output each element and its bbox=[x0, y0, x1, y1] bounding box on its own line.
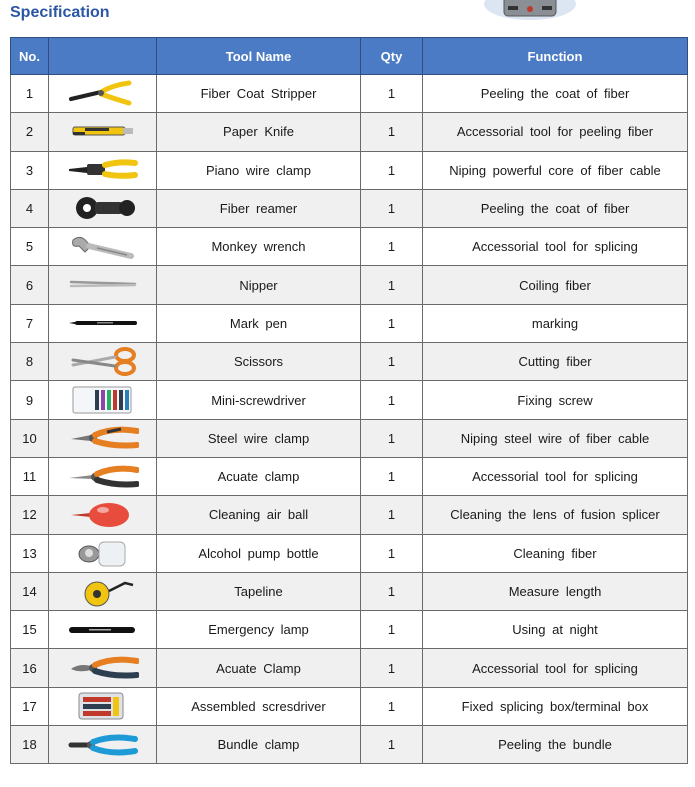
alcohol-bottle-icon bbox=[67, 538, 139, 568]
tool-function: Cleaning the lens of fusion splicer bbox=[423, 496, 688, 534]
tool-name: Emergency lamp bbox=[157, 611, 361, 649]
tool-image-cell bbox=[49, 687, 157, 725]
row-number: 10 bbox=[11, 419, 49, 457]
row-number: 13 bbox=[11, 534, 49, 572]
tool-function: Using at night bbox=[423, 611, 688, 649]
table-row bbox=[11, 572, 688, 610]
tool-qty: 1 bbox=[361, 343, 423, 381]
tool-function: Accessorial tool for splicing bbox=[423, 228, 688, 266]
row-number: 5 bbox=[11, 228, 49, 266]
tool-image-cell bbox=[49, 381, 157, 419]
tool-function: Cleaning fiber bbox=[423, 534, 688, 572]
diagonal-pliers-icon bbox=[67, 653, 139, 683]
row-number: 12 bbox=[11, 496, 49, 534]
tool-function: Measure length bbox=[423, 572, 688, 610]
header-qty: Qty bbox=[361, 38, 423, 75]
tool-function: Niping powerful core of fiber cable bbox=[423, 151, 688, 189]
tool-image-cell bbox=[49, 419, 157, 457]
tool-image-cell bbox=[49, 611, 157, 649]
row-number: 6 bbox=[11, 266, 49, 304]
table-row bbox=[11, 75, 688, 113]
table-row bbox=[11, 649, 688, 687]
table-row bbox=[11, 113, 688, 151]
table-row bbox=[11, 228, 688, 266]
tool-name: Monkey wrench bbox=[157, 228, 361, 266]
tool-qty: 1 bbox=[361, 687, 423, 725]
tool-name: Fiber reamer bbox=[157, 189, 361, 227]
table-row bbox=[11, 266, 688, 304]
tool-image-cell bbox=[49, 228, 157, 266]
table-row bbox=[11, 343, 688, 381]
tool-qty: 1 bbox=[361, 75, 423, 113]
tool-name: Scissors bbox=[157, 343, 361, 381]
row-number: 7 bbox=[11, 304, 49, 342]
fiber-reamer-icon bbox=[67, 194, 139, 224]
header-function: Function bbox=[423, 38, 688, 75]
tool-function: Fixing screw bbox=[423, 381, 688, 419]
tool-image-cell bbox=[49, 649, 157, 687]
tool-qty: 1 bbox=[361, 572, 423, 610]
tool-function: Coiling fiber bbox=[423, 266, 688, 304]
row-number: 4 bbox=[11, 189, 49, 227]
tool-image-cell bbox=[49, 496, 157, 534]
row-number: 11 bbox=[11, 457, 49, 495]
tool-function: Accessorial tool for splicing bbox=[423, 457, 688, 495]
tool-image-cell bbox=[49, 534, 157, 572]
tool-qty: 1 bbox=[361, 649, 423, 687]
row-number: 8 bbox=[11, 343, 49, 381]
tool-function: Peeling the coat of fiber bbox=[423, 189, 688, 227]
mark-pen-icon bbox=[67, 308, 139, 338]
tool-name: Steel wire clamp bbox=[157, 419, 361, 457]
table-row bbox=[11, 534, 688, 572]
table-row bbox=[11, 726, 688, 764]
tool-function: Fixed splicing box/terminal box bbox=[423, 687, 688, 725]
air-blower-icon bbox=[67, 500, 139, 530]
tool-name: Acuate clamp bbox=[157, 457, 361, 495]
row-number: 16 bbox=[11, 649, 49, 687]
table-row bbox=[11, 151, 688, 189]
table-row bbox=[11, 419, 688, 457]
table-row bbox=[11, 381, 688, 419]
tool-image-cell bbox=[49, 343, 157, 381]
tool-qty: 1 bbox=[361, 228, 423, 266]
row-number: 9 bbox=[11, 381, 49, 419]
header-image bbox=[49, 38, 157, 75]
tool-name: Alcohol pump bottle bbox=[157, 534, 361, 572]
tool-image-cell bbox=[49, 113, 157, 151]
tool-image-cell bbox=[49, 189, 157, 227]
tool-image-cell bbox=[49, 266, 157, 304]
tool-name: Assembled scresdriver bbox=[157, 687, 361, 725]
tool-name: Bundle clamp bbox=[157, 726, 361, 764]
tool-qty: 1 bbox=[361, 726, 423, 764]
tool-name: Tapeline bbox=[157, 572, 361, 610]
bundle-stripper-icon bbox=[67, 730, 139, 760]
tool-qty: 1 bbox=[361, 457, 423, 495]
tool-qty: 1 bbox=[361, 113, 423, 151]
table-row bbox=[11, 304, 688, 342]
row-number: 17 bbox=[11, 687, 49, 725]
header-tool-name: Tool Name bbox=[157, 38, 361, 75]
header-no: No. bbox=[11, 38, 49, 75]
table-row bbox=[11, 496, 688, 534]
row-number: 1 bbox=[11, 75, 49, 113]
tool-function: marking bbox=[423, 304, 688, 342]
tool-image-cell bbox=[49, 75, 157, 113]
page-title: Specification bbox=[10, 4, 110, 21]
needle-nose-pliers-icon bbox=[67, 462, 139, 492]
tool-function: Accessorial tool for splicing bbox=[423, 649, 688, 687]
tool-function: Niping steel wire of fiber cable bbox=[423, 419, 688, 457]
mini-screwdriver-set-icon bbox=[67, 385, 139, 415]
tool-qty: 1 bbox=[361, 381, 423, 419]
tool-name: Cleaning air ball bbox=[157, 496, 361, 534]
table-row bbox=[11, 457, 688, 495]
table-header-row bbox=[11, 38, 688, 75]
row-number: 14 bbox=[11, 572, 49, 610]
tool-qty: 1 bbox=[361, 611, 423, 649]
tool-function: Peeling the coat of fiber bbox=[423, 75, 688, 113]
tool-name: Paper Knife bbox=[157, 113, 361, 151]
tool-name: Mini-screwdriver bbox=[157, 381, 361, 419]
tool-qty: 1 bbox=[361, 189, 423, 227]
tool-qty: 1 bbox=[361, 151, 423, 189]
tape-measure-icon bbox=[67, 577, 139, 607]
row-number: 2 bbox=[11, 113, 49, 151]
row-number: 3 bbox=[11, 151, 49, 189]
tool-qty: 1 bbox=[361, 534, 423, 572]
table-row bbox=[11, 687, 688, 725]
tool-image-cell bbox=[49, 304, 157, 342]
specification-table bbox=[10, 37, 688, 764]
scissors-icon bbox=[67, 347, 139, 377]
paper-knife-icon bbox=[67, 117, 139, 147]
tool-qty: 1 bbox=[361, 496, 423, 534]
piano-wire-clamp-icon bbox=[67, 155, 139, 185]
table-row bbox=[11, 611, 688, 649]
tool-function: Cutting fiber bbox=[423, 343, 688, 381]
tool-image-cell bbox=[49, 572, 157, 610]
tool-name: Piano wire clamp bbox=[157, 151, 361, 189]
tool-name: Nipper bbox=[157, 266, 361, 304]
tool-function: Accessorial tool for peeling fiber bbox=[423, 113, 688, 151]
fiber-stripper-icon bbox=[67, 79, 139, 109]
row-number: 18 bbox=[11, 726, 49, 764]
tool-qty: 1 bbox=[361, 266, 423, 304]
tool-image-cell bbox=[49, 726, 157, 764]
tool-name: Fiber Coat Stripper bbox=[157, 75, 361, 113]
tool-name: Mark pen bbox=[157, 304, 361, 342]
row-number: 15 bbox=[11, 611, 49, 649]
tool-qty: 1 bbox=[361, 304, 423, 342]
screwdriver-kit-icon bbox=[67, 691, 139, 721]
tool-image-cell bbox=[49, 457, 157, 495]
tool-image-cell bbox=[49, 151, 157, 189]
pen-light-icon bbox=[67, 615, 139, 645]
tool-name: Acuate Clamp bbox=[157, 649, 361, 687]
steel-wire-clamp-icon bbox=[67, 423, 139, 453]
table-row bbox=[11, 189, 688, 227]
tool-qty: 1 bbox=[361, 419, 423, 457]
monkey-wrench-icon bbox=[67, 232, 139, 262]
tweezers-icon bbox=[67, 270, 139, 300]
tool-function: Peeling the bundle bbox=[423, 726, 688, 764]
tool-case-icon bbox=[482, 0, 578, 20]
